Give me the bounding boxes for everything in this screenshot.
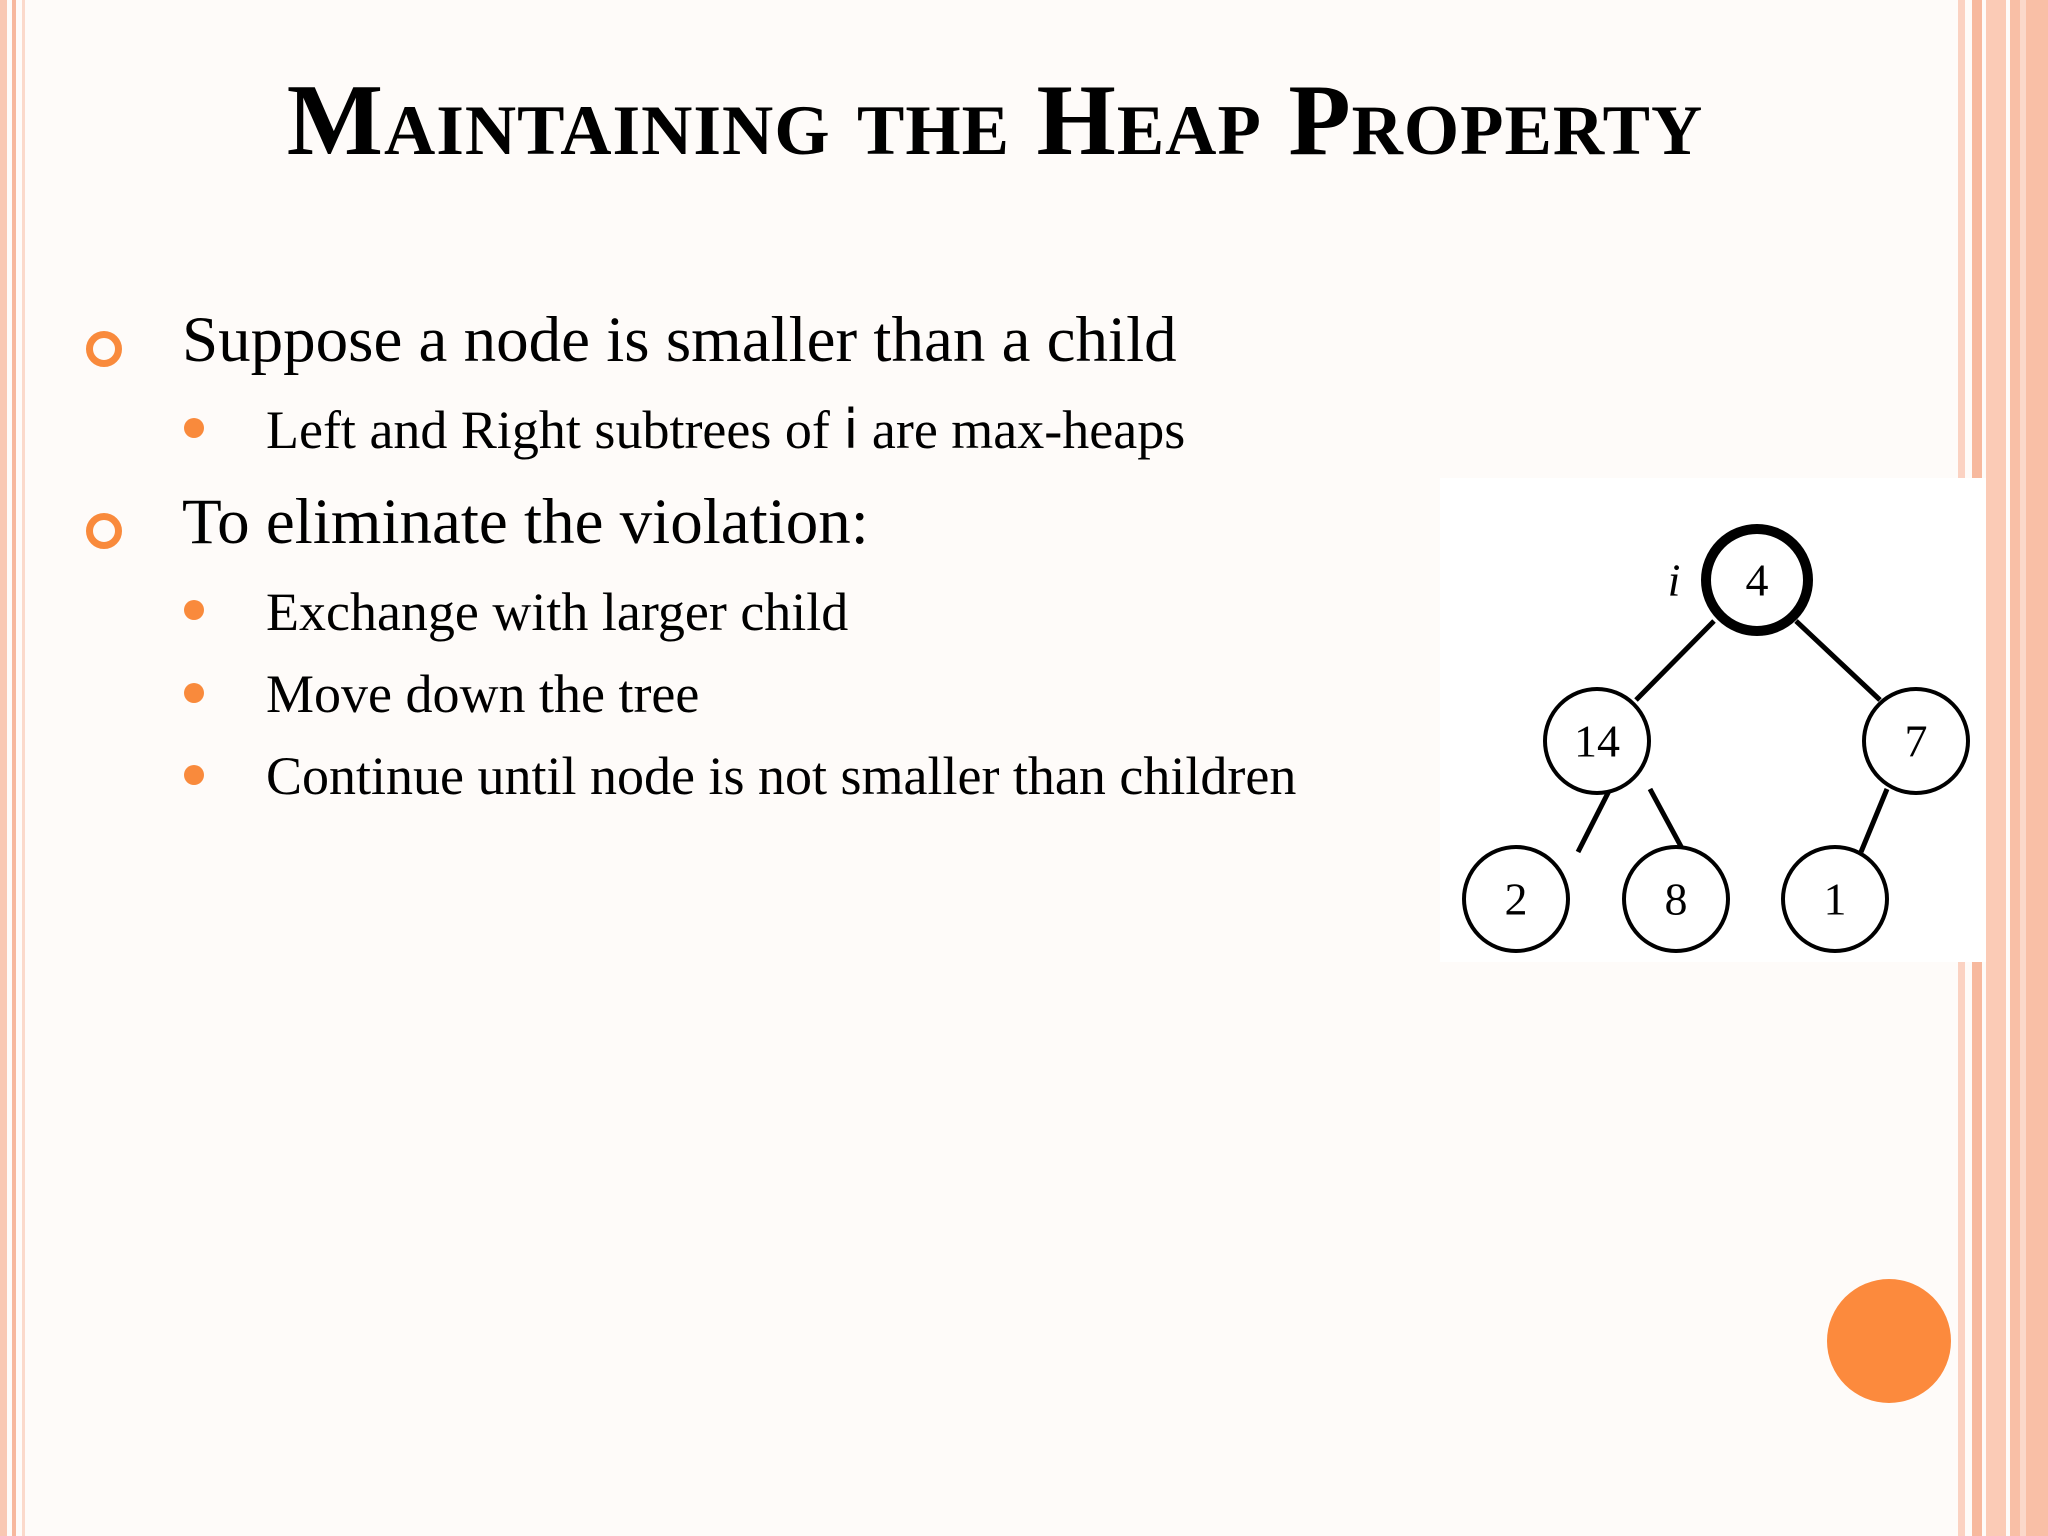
sub-bullet-text: Move down the tree — [266, 664, 700, 724]
left-border-stripe — [22, 0, 25, 1536]
tree-node-left — [1545, 689, 1649, 793]
sub-bullet-text-after: are max-heaps — [858, 400, 1186, 460]
node-value: 7 — [1904, 715, 1928, 767]
heap-tree-figure — [1440, 478, 1986, 962]
bullet-text: Suppose a node is smaller than a child — [182, 304, 1177, 376]
tree-edge — [1636, 621, 1714, 700]
right-border-stripe — [2010, 0, 2048, 1536]
sub-bullet-text: Continue until node is not smaller than children — [266, 746, 1297, 806]
dot-bullet-icon — [184, 600, 204, 620]
left-border-stripe — [12, 0, 16, 1536]
tree-edge — [1578, 789, 1610, 852]
node-value: 4 — [1745, 554, 1769, 606]
tree-edge — [1650, 789, 1684, 852]
sub-bullet-text — [266, 398, 1186, 461]
dot-bullet-icon — [184, 683, 204, 703]
left-border-stripe — [0, 0, 7, 1536]
tree-node-root — [1706, 529, 1808, 631]
tree-node-left-right — [1624, 847, 1728, 951]
dot-bullet-icon — [184, 418, 204, 438]
node-value: 1 — [1823, 873, 1847, 925]
node-index-label: i — [1667, 554, 1681, 606]
node-value: 2 — [1504, 873, 1528, 925]
heap-tree-diagram — [1440, 478, 1986, 962]
node-value: 8 — [1664, 873, 1688, 925]
tree-node-right-left — [1783, 847, 1887, 951]
sub-bullet-text: Exchange with larger child — [266, 582, 849, 642]
tree-node-right — [1864, 689, 1968, 793]
variable-i: i — [843, 398, 859, 461]
dot-bullet-icon — [184, 765, 204, 785]
tree-edge — [1861, 789, 1887, 852]
right-border-stripe — [2020, 0, 2026, 1536]
tree-edge — [1796, 621, 1880, 700]
slide-decoration-circle — [1827, 1279, 1951, 1403]
node-value: 14 — [1574, 715, 1620, 767]
bullet-text: To eliminate the violation: — [182, 486, 869, 558]
ring-bullet-icon — [86, 331, 122, 367]
sub-bullet-text-before: Left and Right subtrees of — [266, 400, 844, 460]
slide-title: Maintaining the Heap Property — [286, 64, 1704, 177]
ring-bullet-icon — [86, 513, 122, 549]
right-border-stripe — [1986, 0, 2006, 1536]
tree-node-left-left — [1464, 847, 1568, 951]
